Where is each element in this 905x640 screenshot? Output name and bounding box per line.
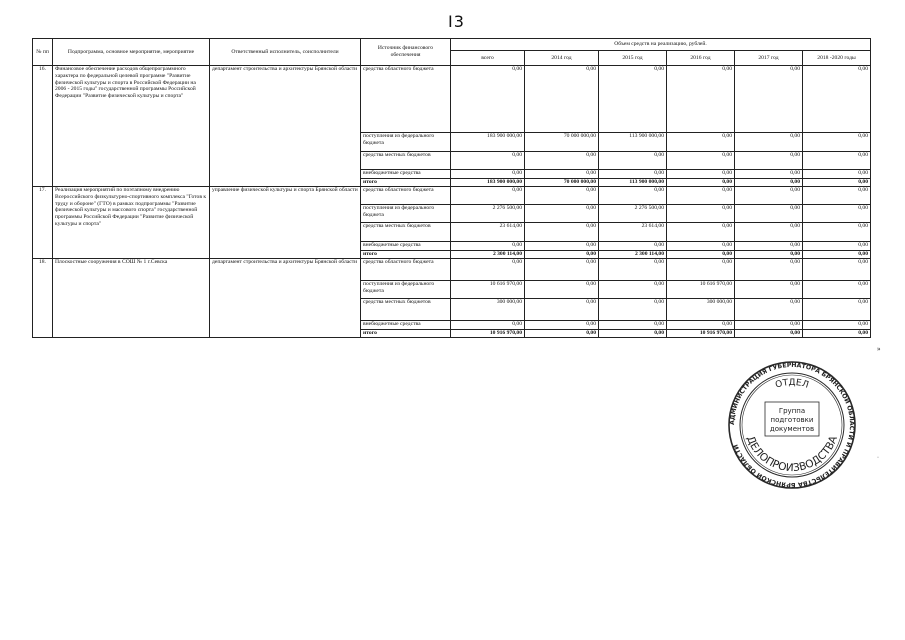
source-cell: поступления из федерального бюджета [361, 281, 451, 299]
source-cell: средства местных бюджетов [361, 223, 451, 242]
value-cell: 0,00 [599, 187, 667, 205]
measure-name: Финансовое обеспечение расходов общепрограммного характера по федеральной целевой программе "Развитие физической культуры и спорта в Российской Федерации на 2006 - 2015 годы" государственной программы Российской Федерации "Развитие физической культуры и спорта" [53, 66, 210, 187]
value-cell: 0,00 [667, 223, 735, 242]
table-row [33, 187, 871, 205]
source-cell: средства местных бюджетов [361, 299, 451, 321]
value-cell: 0,00 [525, 259, 599, 281]
value-cell: 0,00 [525, 321, 599, 330]
value-cell: 0,00 [803, 179, 871, 187]
value-cell: 0,00 [803, 187, 871, 205]
header-num: № пп [33, 39, 53, 66]
source-cell: средства областного бюджета [361, 259, 451, 281]
value-cell: 10 916 970,00 [451, 330, 525, 338]
value-cell: 0,00 [803, 242, 871, 251]
value-cell: 0,00 [803, 321, 871, 330]
value-cell: 10 616 970,00 [451, 281, 525, 299]
value-cell: 0,00 [735, 251, 803, 259]
value-cell: 0,00 [599, 242, 667, 251]
value-cell: 0,00 [525, 152, 599, 170]
value-cell: 2 300 114,00 [451, 251, 525, 259]
value-cell: 0,00 [451, 321, 525, 330]
value-cell: 0,00 [803, 223, 871, 242]
value-cell: 0,00 [599, 66, 667, 133]
measure-executor: управление физической культуры и спорта Брянской области [210, 187, 361, 259]
value-cell: 0,00 [525, 281, 599, 299]
page-number: I3 [448, 12, 465, 31]
header-subprogram: Подпрограмма, основное мероприятие, мероприятие [53, 39, 210, 66]
value-cell: 23 614,00 [451, 223, 525, 242]
stamp-center-line: подготовки [770, 416, 814, 424]
value-cell: 0,00 [803, 152, 871, 170]
value-cell: 0,00 [667, 179, 735, 187]
closing-quote-mark: » [877, 345, 881, 353]
header-2014: 2014 год [525, 51, 599, 66]
value-cell: 0,00 [525, 299, 599, 321]
header-volume: Объем средств на реализацию, рублей. [451, 39, 871, 51]
measure-18 [33, 259, 871, 338]
source-cell: средства местных бюджетов [361, 152, 451, 170]
table-row [33, 259, 871, 281]
header-2016: 2016 год [667, 51, 735, 66]
value-cell: 300 000,00 [667, 299, 735, 321]
source-cell: внебюджетные средства [361, 170, 451, 179]
value-cell: 113 900 000,00 [599, 133, 667, 152]
value-cell: 0,00 [735, 330, 803, 338]
value-cell: 0,00 [451, 242, 525, 251]
value-cell: 0,00 [803, 299, 871, 321]
value-cell: 0,00 [667, 170, 735, 179]
value-cell: 23 614,00 [599, 223, 667, 242]
value-cell: 0,00 [451, 66, 525, 133]
value-cell: 0,00 [735, 205, 803, 223]
value-cell: 0,00 [735, 152, 803, 170]
value-cell: 0,00 [451, 259, 525, 281]
value-cell: 0,00 [803, 66, 871, 133]
measure-name: Плоскостные сооружения в СОШ № 1 г.Севска [53, 259, 210, 338]
value-cell: 0,00 [599, 259, 667, 281]
source-cell: средства областного бюджета [361, 66, 451, 133]
value-cell: 183 900 000,00 [451, 179, 525, 187]
value-cell: 0,00 [599, 152, 667, 170]
measure-16 [33, 66, 871, 187]
source-cell: итого [361, 179, 451, 187]
value-cell: 70 000 000,00 [525, 133, 599, 152]
value-cell: 0,00 [667, 251, 735, 259]
value-cell: 0,00 [735, 242, 803, 251]
source-cell: итого [361, 251, 451, 259]
value-cell: 0,00 [803, 133, 871, 152]
value-cell: 0,00 [599, 321, 667, 330]
value-cell: 70 000 000,00 [525, 179, 599, 187]
stamp-center-line: Группа [778, 407, 806, 415]
value-cell: 0,00 [735, 66, 803, 133]
value-cell: 0,00 [803, 259, 871, 281]
header-2017: 2017 год [735, 51, 803, 66]
value-cell: 0,00 [735, 299, 803, 321]
header-executor: Ответственный исполнитель, соисполнители [210, 39, 361, 66]
value-cell: 0,00 [599, 299, 667, 321]
department-stamp [727, 360, 857, 490]
value-cell: 0,00 [599, 330, 667, 338]
value-cell: 0,00 [735, 259, 803, 281]
value-cell: 0,00 [735, 281, 803, 299]
value-cell: 0,00 [667, 66, 735, 133]
value-cell: 0,00 [599, 170, 667, 179]
value-cell: 0,00 [735, 133, 803, 152]
value-cell: 0,00 [667, 152, 735, 170]
value-cell: 0,00 [803, 330, 871, 338]
value-cell: 0,00 [451, 152, 525, 170]
value-cell: 0,00 [735, 187, 803, 205]
value-cell: 0,00 [667, 205, 735, 223]
value-cell: 0,00 [667, 321, 735, 330]
stamp-center-line: документов [769, 425, 815, 433]
value-cell: 0,00 [667, 187, 735, 205]
value-cell: 0,00 [735, 223, 803, 242]
value-cell: 0,00 [525, 330, 599, 338]
measure-number: 18. [33, 259, 53, 338]
stamp-bottom-text: ДЕЛОПРОИЗВОДСТВА [744, 434, 840, 475]
value-cell: 0,00 [803, 205, 871, 223]
stamp-top-text: ОТДЕЛ [774, 377, 810, 391]
value-cell: 0,00 [803, 281, 871, 299]
source-cell: внебюджетные средства [361, 321, 451, 330]
header-total: всего [451, 51, 525, 66]
value-cell: 0,00 [525, 187, 599, 205]
source-cell: внебюджетные средства [361, 242, 451, 251]
source-cell: поступления из федерального бюджета [361, 205, 451, 223]
value-cell: 0,00 [667, 242, 735, 251]
budget-table [32, 38, 871, 338]
source-cell: поступления из федерального бюджета [361, 133, 451, 152]
value-cell: 300 000,00 [451, 299, 525, 321]
value-cell: 0,00 [803, 251, 871, 259]
value-cell: 2 300 114,00 [599, 251, 667, 259]
value-cell: 2 276 500,00 [451, 205, 525, 223]
source-cell: средства областного бюджета [361, 187, 451, 205]
value-cell: 0,00 [735, 170, 803, 179]
measure-name: Реализация мероприятий по поэтапному внедрению Всероссийского физкультурно-спортивного комплекса "Готов к труду и обороне" (ГТО) в рамках подпрограммы "Развитие физической культуры и массового спорта" государственной программы Российской Федерации "Развитие физической культуры и спорта" [53, 187, 210, 259]
value-cell: 0,00 [803, 170, 871, 179]
value-cell: 0,00 [451, 187, 525, 205]
source-cell: итого [361, 330, 451, 338]
measure-executor: департамент строительства и архитектуры Брянской области [210, 66, 361, 187]
value-cell: 10 916 970,00 [667, 330, 735, 338]
measure-17 [33, 187, 871, 259]
value-cell: 0,00 [525, 251, 599, 259]
value-cell: 0,00 [525, 170, 599, 179]
value-cell: 10 616 970,00 [667, 281, 735, 299]
header-2018-2020: 2018 -2020 годы [803, 51, 871, 66]
header-source: Источник финансового обеспечения [361, 39, 451, 66]
measure-number: 16. [33, 66, 53, 187]
value-cell: 0,00 [667, 259, 735, 281]
value-cell: 0,00 [451, 170, 525, 179]
value-cell: 0,00 [525, 205, 599, 223]
value-cell: 2 276 500,00 [599, 205, 667, 223]
header-2015: 2015 год [599, 51, 667, 66]
value-cell: 0,00 [525, 242, 599, 251]
scan-dot: · [877, 455, 879, 461]
value-cell: 0,00 [667, 133, 735, 152]
table-row [33, 66, 871, 133]
value-cell: 0,00 [735, 321, 803, 330]
measure-executor: департамент строительства и архитектуры Брянской области [210, 259, 361, 338]
value-cell: 0,00 [599, 281, 667, 299]
stamp-outer-text: АДМИНИСТРАЦИЯ ГУБЕРНАТОРА БРЯНСКОЙ ОБЛАСТИ И ПРАВИТЕЛЬСТВА БРЯНСКОЙ ОБЛАСТИ [728, 361, 856, 489]
value-cell: 113 900 000,00 [599, 179, 667, 187]
value-cell: 0,00 [735, 179, 803, 187]
value-cell: 0,00 [525, 223, 599, 242]
value-cell: 0,00 [525, 66, 599, 133]
value-cell: 183 900 000,00 [451, 133, 525, 152]
measure-number: 17. [33, 187, 53, 259]
